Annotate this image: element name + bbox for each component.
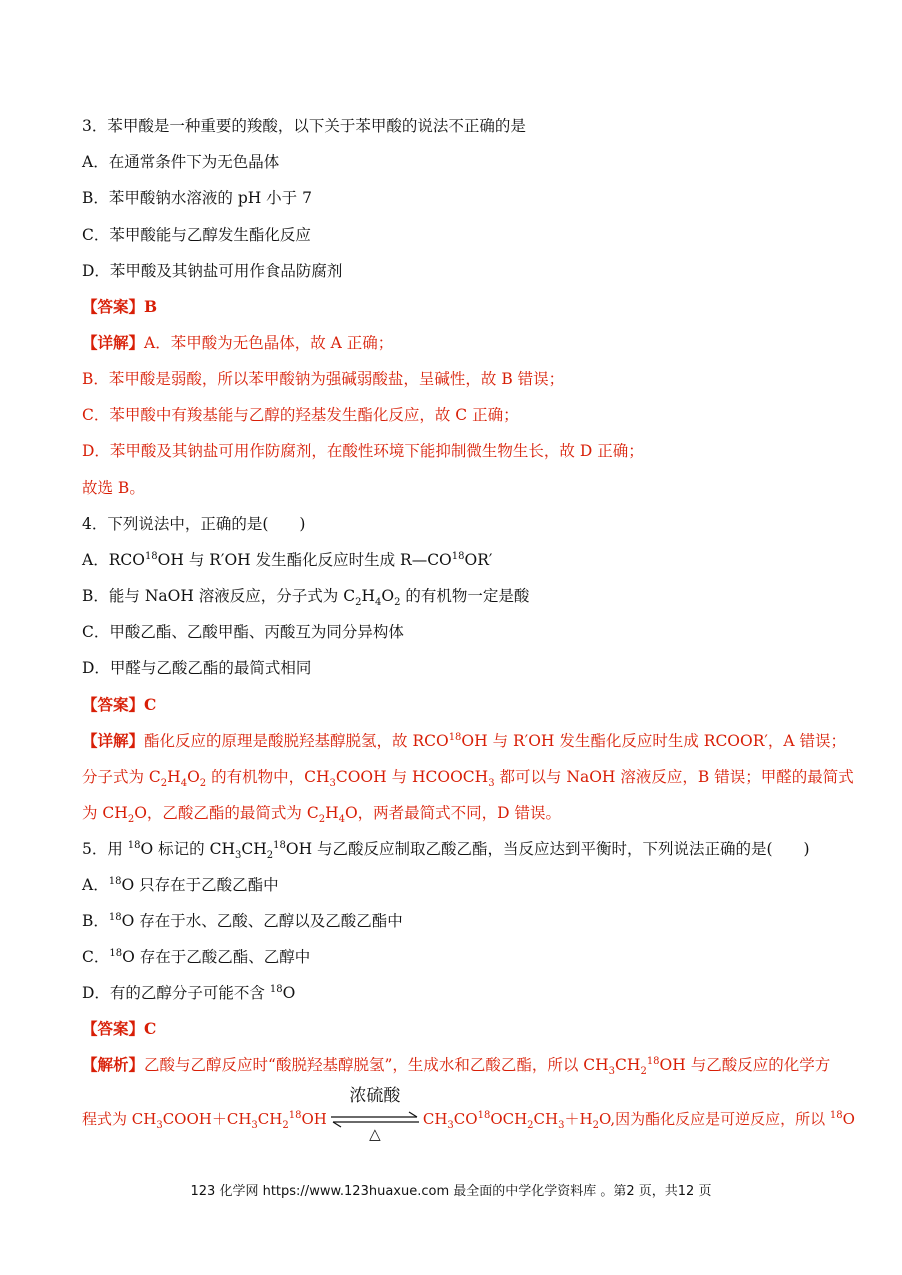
- analysis-tag: 【解析】: [82, 1055, 145, 1074]
- text: CH: [422, 1110, 448, 1128]
- sub: 2: [318, 814, 326, 826]
- text: O 标记的 CH: [140, 840, 235, 858]
- q5-answer: [82, 1018, 156, 1040]
- sub: 2: [199, 778, 207, 790]
- text: COOH＋CH: [162, 1110, 252, 1128]
- sub: 2: [592, 1120, 599, 1131]
- text: O，两者最简式不同，D 错误。: [344, 804, 562, 822]
- text: 分子式为 C: [82, 768, 161, 786]
- text: 的有机物一定是酸: [400, 587, 530, 605]
- q5-option-d: [82, 982, 295, 1004]
- sup: 18: [108, 875, 122, 887]
- q3-answer: [82, 296, 157, 318]
- q4-detail-3: [82, 802, 561, 824]
- q3-option-d: D．苯甲酸及其钠盐可用作食品防腐剂: [82, 262, 343, 280]
- text: O: [842, 1110, 855, 1128]
- q4-stem: 4．下列说法中，正确的是( ): [82, 515, 306, 533]
- text: CH: [615, 1056, 641, 1074]
- text: 都可以与 NaOH 溶液反应，B 错误；甲醛的最简式: [494, 768, 854, 786]
- sub: 2: [160, 778, 168, 790]
- q5-analysis-2: [82, 1086, 855, 1143]
- text: D．有的乙醇分子可能不含: [82, 984, 270, 1002]
- sup: 18: [269, 983, 283, 995]
- q3-option-c: C．苯甲酸能与乙醇发生酯化反应: [82, 226, 311, 244]
- q5-option-c: [82, 946, 310, 968]
- sup: 18: [108, 911, 122, 923]
- sub: 4: [338, 814, 345, 826]
- text: CH: [241, 840, 267, 858]
- q5-option-a: [82, 874, 279, 896]
- sup: 18: [451, 550, 465, 562]
- q3-detail-1: [82, 332, 393, 354]
- text: CH: [257, 1110, 283, 1128]
- text: 5．用: [82, 840, 128, 858]
- answer-tag: 【答案】: [82, 297, 145, 316]
- page-footer: 123 化学网 https://www.123huaxue.com 最全面的中学化学资料库 。第2 页，共12 页: [190, 1184, 712, 1199]
- text: OH: [301, 1110, 327, 1128]
- detail-text: A．苯甲酸为无色晶体，故 A 正确；: [144, 334, 394, 352]
- q3-option-a: A．在通常条件下为无色晶体: [82, 153, 280, 171]
- text: H: [167, 768, 181, 786]
- text: OCH: [490, 1110, 528, 1128]
- sub: 2: [282, 1120, 289, 1131]
- text: CO: [453, 1110, 478, 1128]
- text: B．: [82, 912, 109, 930]
- q3-detail-2: B．苯甲酸是弱酸，所以苯甲酸钠为强碱弱酸盐，呈碱性，故 B 错误；: [82, 370, 565, 388]
- text: O,因为酯化反应是可逆反应，所以: [598, 1110, 830, 1128]
- sup: 18: [477, 1110, 491, 1121]
- text: O: [381, 587, 395, 605]
- answer-value: C: [144, 1019, 157, 1038]
- sup: 18: [288, 1110, 302, 1121]
- q3-conclusion: 故选 B。: [82, 479, 145, 497]
- text: 的有机物中，CH: [206, 768, 330, 786]
- sub: 3: [447, 1120, 454, 1131]
- text: 酯化反应的原理是酸脱羟基醇脱氢，故 RCO: [144, 732, 449, 750]
- answer-tag: 【答案】: [82, 695, 145, 714]
- text: O，乙酸乙酯的最简式为 C: [134, 804, 319, 822]
- q5-analysis-1: [82, 1054, 830, 1076]
- q4-detail-2: [82, 766, 854, 788]
- heat-symbol: △: [369, 1125, 381, 1143]
- sub: 2: [394, 597, 401, 609]
- text: OH 与 R′OH 发生酯化反应时生成 RCOOR′，A 错误；: [461, 732, 847, 750]
- answer-tag: 【答案】: [82, 1019, 145, 1038]
- sub: 2: [640, 1066, 647, 1078]
- q3-stem: 3．苯甲酸是一种重要的羧酸，以下关于苯甲酸的说法不正确的是: [82, 117, 526, 135]
- q4-option-c: C．甲酸乙酯、乙酸甲酯、丙酸互为同分异构体: [82, 623, 404, 641]
- reversible-reaction-arrow: [329, 1086, 421, 1143]
- sub: 3: [156, 1120, 163, 1131]
- text: A．: [82, 876, 109, 894]
- text: O 存在于水、乙酸、乙醇以及乙酸乙酯中: [121, 912, 403, 930]
- text: H: [325, 804, 339, 822]
- sup: 18: [127, 839, 141, 851]
- q3-detail-4: D．苯甲酸及其钠盐可用作防腐剂，在酸性环境下能抑制微生物生长，故 D 正确；: [82, 442, 644, 460]
- sub: 3: [329, 778, 336, 790]
- detail-tag: 【详解】: [82, 333, 145, 352]
- sub: 2: [527, 1120, 534, 1131]
- sub: 2: [355, 597, 362, 609]
- q4-option-a: [82, 549, 492, 571]
- q4-answer: [82, 694, 156, 716]
- sub: 4: [180, 778, 188, 790]
- text: O 存在于乙酸乙酯、乙醇中: [122, 948, 311, 966]
- sub: 2: [266, 850, 274, 862]
- text: OR′: [464, 551, 493, 569]
- text: H: [361, 587, 375, 605]
- catalyst-label: 浓硫酸: [349, 1086, 401, 1106]
- text: CH: [533, 1110, 559, 1128]
- text: C．: [82, 948, 110, 966]
- text: COOH 与 HCOOCH: [335, 768, 489, 786]
- text: 为 CH: [82, 804, 128, 822]
- text: O: [187, 768, 200, 786]
- text: B．能与 NaOH 溶液反应，分子式为 C: [82, 587, 356, 605]
- text: 乙酸与乙醇反应时“酸脱羟基醇脱氢”，生成水和乙酸乙酯，所以 CH: [144, 1056, 609, 1074]
- sub: 3: [251, 1120, 258, 1131]
- detail-tag: 【详解】: [82, 731, 145, 750]
- sub: 3: [558, 1120, 565, 1131]
- sub: 3: [488, 778, 495, 790]
- sub: 2: [127, 814, 135, 826]
- q4-detail-1: [82, 730, 846, 752]
- text: OH 与 R′OH 发生酯化反应时生成 R—CO: [157, 551, 452, 569]
- sup: 18: [448, 731, 462, 743]
- sup: 18: [273, 839, 286, 851]
- sup: 18: [829, 1110, 843, 1121]
- sub: 4: [374, 597, 382, 609]
- answer-value: B: [144, 297, 158, 316]
- sup: 18: [109, 947, 123, 959]
- text: A．RCO: [82, 551, 145, 569]
- q3-option-b: B．苯甲酸钠水溶液的 pH 小于 7: [82, 189, 312, 207]
- q5-option-b: [82, 910, 403, 932]
- q3-detail-3: C．苯甲酸中有羧基能与乙醇的羟基发生酯化反应，故 C 正确；: [82, 406, 519, 424]
- q5-stem: [82, 838, 810, 860]
- sub: 3: [608, 1066, 616, 1078]
- text: ＋H: [564, 1110, 593, 1128]
- text: OH 与乙酸反应制取乙酸乙酯，当反应达到平衡时，下列说法正确的是( ): [285, 840, 810, 858]
- text: O: [282, 984, 296, 1002]
- text: O 只存在于乙酸乙酯中: [121, 876, 279, 894]
- q4-option-d: D．甲醛与乙酸乙酯的最简式相同: [82, 659, 312, 677]
- q4-option-b: [82, 585, 529, 607]
- sup: 18: [144, 550, 158, 562]
- text: OH 与乙酸反应的化学方: [659, 1056, 831, 1074]
- sub: 3: [234, 850, 242, 862]
- sup: 18: [646, 1055, 660, 1067]
- answer-value: C: [144, 695, 157, 714]
- text: 程式为 CH: [82, 1110, 157, 1128]
